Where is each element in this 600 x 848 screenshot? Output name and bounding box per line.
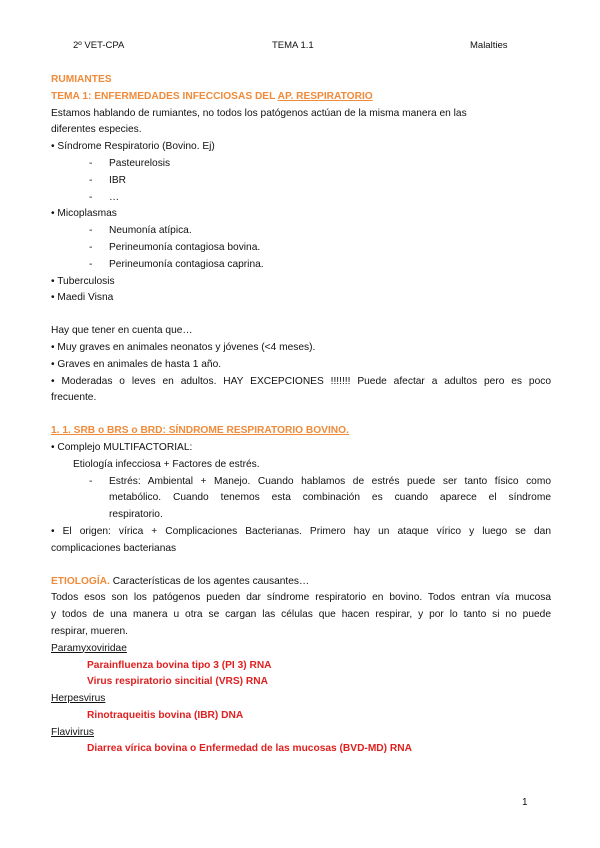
etiologia-subtitle: Características de los agentes causantes… — [109, 575, 310, 587]
bullet-tuberculosis: • Tuberculosis — [51, 275, 115, 287]
hay-item-3a: • Moderadas o leves en adultos. HAY EXCEPCIONES !!!!!!! Puede afectar a adultos pero es poco — [51, 375, 551, 387]
hay-item-1: • Muy graves en animales neonatos y jóvenes (<4 meses). — [51, 341, 316, 353]
family-paramyxoviridae: Paramyxoviridae — [51, 642, 127, 654]
virus-item: Diarrea vírica bovina o Enfermedad de las mucosas (BVD-MD) RNA — [87, 743, 412, 755]
hay-title: Hay que tener en cuenta que… — [51, 325, 193, 337]
section-title: RUMIANTES — [51, 74, 112, 85]
sindrome-list — [51, 156, 551, 206]
micoplasmas-list — [51, 223, 551, 273]
bullet-sindrome: • Síndrome Respiratorio (Bovino. Ej) — [51, 141, 215, 153]
list-item: - Perineumonía contagiosa caprina. — [89, 258, 264, 270]
family-herpesvirus: Herpesvirus — [51, 693, 106, 705]
intro-line-2: diferentes especies. — [51, 124, 142, 136]
todos-line-3: respirar, mueren. — [51, 625, 129, 637]
bullet-micoplasmas: • Micoplasmas — [51, 208, 117, 220]
list-item: - Neumonía atípica. — [89, 225, 192, 237]
todos-line-1: Todos esos son los patógenos pueden dar síndrome respiratorio en bovino. Todos entran vía mucosa — [51, 592, 551, 604]
header-topic: TEMA 1.1 — [272, 40, 314, 51]
estres-line-2: metabólico. Cuando tenemos esta combinación es cuando aparece el síndrome — [109, 492, 551, 504]
virus-item: Parainfluenza bovina tipo 3 (PI 3) RNA — [87, 659, 272, 671]
tema-title-text: TEMA 1: ENFERMEDADES INFECCIOSAS DEL — [51, 90, 278, 102]
tema-title — [51, 89, 551, 106]
list-item: - Pasteurelosis — [89, 157, 171, 169]
estres-list — [51, 474, 551, 524]
virus-item: Virus respiratorio sincitial (VRS) RNA — [87, 676, 268, 688]
etiologia-heading — [51, 574, 551, 591]
hay-item-3b: frecuente. — [51, 392, 97, 404]
page-number: 1 — [522, 797, 528, 808]
origen-line-1: • El origen: vírica + Complicaciones Bacterianas. Primero hay un ataque vírico y luego se dan — [51, 525, 551, 537]
document-body — [51, 72, 551, 758]
todos-line-2: y todos de una manera u otra se cargan las células que hacen respirar, y por lo tanto si no puede — [51, 609, 551, 621]
list-item: - Estrés: Ambiental + Manejo. Cuando hablamos de estrés puede ser tanto físico como — [89, 475, 551, 487]
family-flavivirus: Flavivirus — [51, 726, 95, 738]
estres-line-3: respiratorio. — [109, 509, 163, 521]
virus-item: Rinotraqueitis bovina (IBR) DNA — [87, 709, 244, 721]
complejo-bullet: • Complejo MULTIFACTORIAL: — [51, 441, 193, 453]
srb-title: 1. 1. SRB o BRS o BRD: SÍNDROME RESPIRATORIO BOVINO. — [51, 425, 349, 437]
hay-item-2: • Graves en animales de hasta 1 año. — [51, 358, 222, 370]
etiologia-infecciosa: Etiología infecciosa + Factores de estrés. — [73, 458, 260, 470]
list-item: - IBR — [89, 174, 126, 186]
header-course: 2º VET-CPA — [73, 40, 125, 51]
etiologia-title: ETIOLOGÍA. — [51, 575, 110, 587]
origen-line-2: complicaciones bacterianas — [51, 542, 177, 554]
tema-title-underlined: AP. RESPIRATORIO — [277, 90, 373, 102]
list-item: - Perineumonía contagiosa bovina. — [89, 241, 261, 253]
intro-line-1: Estamos hablando de rumiantes, no todos los patógenos actúan de la misma manera en las — [51, 107, 467, 119]
bullet-maedi-visna: • Maedi Visna — [51, 292, 114, 304]
list-item: - … — [89, 191, 120, 203]
header-subject: Malalties — [470, 40, 508, 51]
